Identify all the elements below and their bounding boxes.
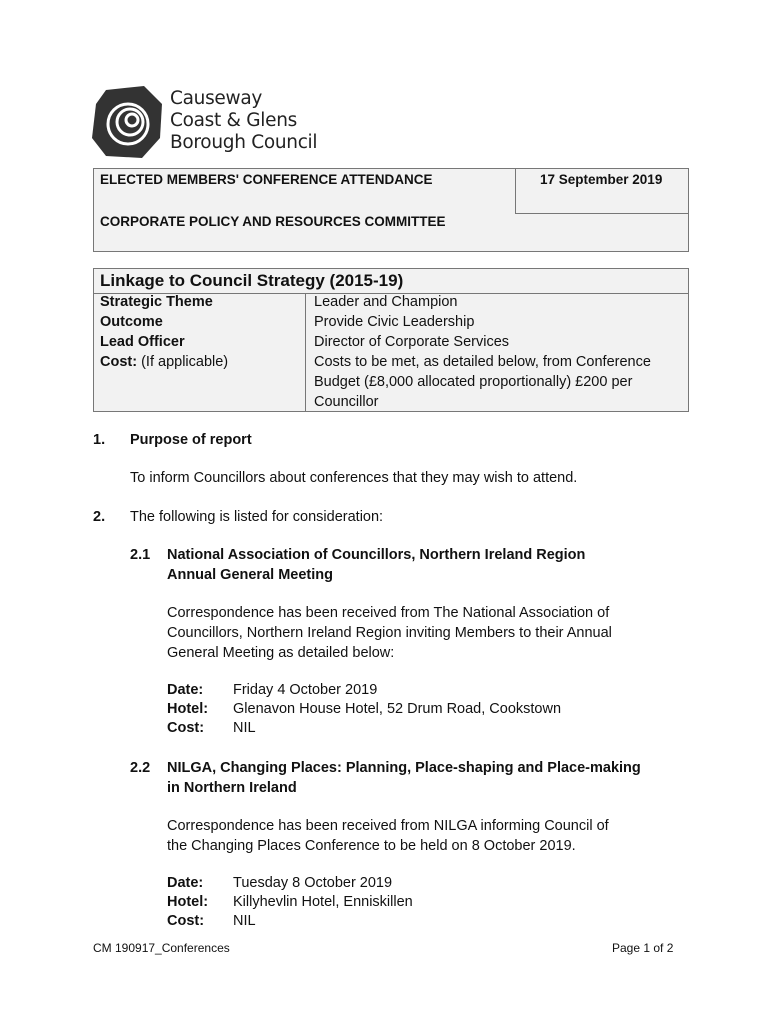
report-header-table (93, 168, 689, 252)
section-1-text: To inform Councillors about conferences that they may wish to attend. (130, 470, 578, 486)
row-label-outcome: Outcome (100, 314, 163, 330)
section-1-title: Purpose of report (130, 432, 252, 448)
hotel-value: Glenavon House Hotel, 52 Drum Road, Cookstown (233, 701, 562, 717)
row-label-strategic-theme: Strategic Theme (100, 294, 213, 310)
cost-label: Cost: (167, 913, 205, 929)
logo-line-1: Causeway (170, 88, 263, 109)
row-label-cost (100, 352, 228, 372)
hotel-value: Killyhevlin Hotel, Enniskillen (233, 894, 413, 910)
strategy-linkage-table (93, 268, 689, 412)
section-2-2-title-line-2: in Northern Ireland (167, 780, 297, 796)
logo-line-2: Coast & Glens (170, 110, 297, 131)
section-2-2-text-line-2: the Changing Places Conference to be held on 8 October 2019. (167, 838, 576, 854)
section-1-number: 1. (93, 432, 106, 448)
section-2-1-cost (167, 719, 256, 738)
row-label-lead-officer: Lead Officer (100, 334, 185, 350)
section-2-2-hotel (167, 893, 413, 912)
cost-label: Cost: (100, 354, 138, 370)
footer-document-ref: CM 190917_Conferences (93, 941, 230, 955)
date-value: Tuesday 8 October 2019 (233, 875, 393, 891)
section-2-number: 2. (93, 509, 106, 525)
section-2-1-text-line-2: Councillors, Northern Ireland Region inviting Members to their Annual (167, 625, 612, 641)
footer-page-number: Page 1 of 2 (612, 941, 674, 955)
section-2-text: The following is listed for consideration: (130, 509, 384, 525)
cost-value: NIL (233, 720, 256, 736)
row-value-strategic-theme: Leader and Champion (314, 294, 458, 310)
section-2-2-cost (167, 912, 256, 931)
council-logo (92, 86, 332, 158)
committee-name: CORPORATE POLICY AND RESOURCES COMMITTEE (100, 214, 446, 229)
section-2-1-hotel (167, 700, 561, 719)
section-2-1-text-line-1: Correspondence has been received from The National Association of (167, 605, 610, 621)
cost-label-note: (If applicable) (141, 354, 229, 370)
report-title: ELECTED MEMBERS' CONFERENCE ATTENDANCE (100, 172, 433, 187)
date-label: Date: (167, 875, 204, 891)
cost-label: Cost: (167, 720, 205, 736)
row-value-cost: Costs to be met, as detailed below, from Conference Budget (£8,000 allocated proportionally) £200 per Councillor (314, 354, 651, 410)
section-2-2-title-line-1: NILGA, Changing Places: Planning, Place-shaping and Place-making (167, 760, 641, 776)
section-2-2-text-line-1: Correspondence has been received from NILGA informing Council of (167, 818, 609, 834)
row-value-lead-officer: Director of Corporate Services (314, 334, 510, 350)
hotel-label: Hotel: (167, 894, 209, 910)
section-2-2-date (167, 874, 392, 893)
section-2-1-title-line-1: National Association of Councillors, Northern Ireland Region (167, 547, 586, 563)
council-emblem-icon (92, 86, 162, 158)
section-2-1-number: 2.1 (130, 547, 151, 563)
hotel-label: Hotel: (167, 701, 209, 717)
cost-value: NIL (233, 913, 256, 929)
section-2-1-title-line-2: Annual General Meeting (167, 567, 333, 583)
section-2-2-number: 2.2 (130, 760, 151, 776)
date-value: Friday 4 October 2019 (233, 682, 378, 698)
row-value-outcome: Provide Civic Leadership (314, 314, 475, 330)
linkage-title: Linkage to Council Strategy (2015-19) (100, 271, 404, 290)
section-2-1-text-line-3: General Meeting as detailed below: (167, 645, 395, 661)
logo-line-3: Borough Council (170, 132, 318, 153)
date-label: Date: (167, 682, 204, 698)
report-date: 17 September 2019 (540, 172, 663, 187)
section-2-1-date (167, 681, 377, 700)
